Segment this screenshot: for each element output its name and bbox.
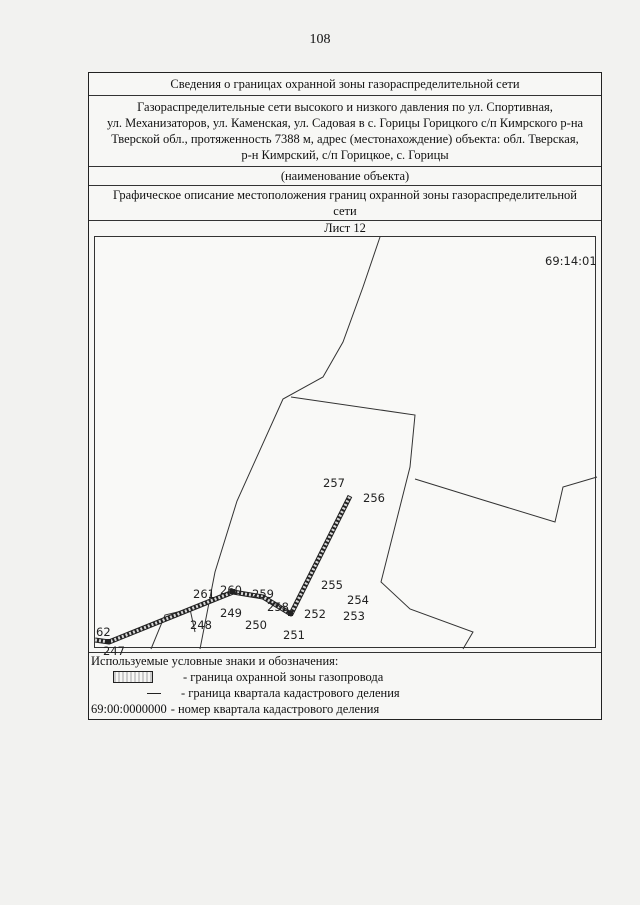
point-label-259: 259 xyxy=(252,587,274,601)
point-label-257: 257 xyxy=(323,476,345,490)
zone-boundary-symbol xyxy=(113,671,153,683)
quarter-line-symbol xyxy=(147,693,161,694)
legend-text: - номер квартала кадастрового деления xyxy=(170,701,380,716)
map-drawing xyxy=(95,237,597,658)
description-line: сети xyxy=(333,204,357,218)
point-label-256: 256 xyxy=(363,491,385,505)
legend-text: - граница квартала кадастрового деления xyxy=(181,685,400,700)
point-label-258: 258 xyxy=(267,600,289,614)
map-section xyxy=(89,221,601,658)
page-number: 108 xyxy=(309,32,331,47)
point-label-251: 251 xyxy=(283,628,305,642)
quarter-line xyxy=(415,477,597,522)
point-label-248: 248 xyxy=(190,618,212,632)
object-line: Тверской обл., протяженность 7388 м, адрес (местонахождение) объекта: обл. Тверская, xyxy=(111,132,579,146)
quarter-number: 69:14:01 xyxy=(545,254,597,268)
point-label-247: 247 xyxy=(103,644,125,658)
point-label-62: 62 xyxy=(96,625,111,639)
legend-text: - граница охранной зоны газопровода xyxy=(183,669,384,684)
legend xyxy=(89,653,601,719)
object-description xyxy=(89,96,601,167)
legend-item-code xyxy=(91,701,599,717)
cadastral-map xyxy=(94,236,597,658)
legend-item-quarter xyxy=(91,685,599,701)
quarter-code-sample: 69:00:0000000 xyxy=(91,701,167,716)
boundary-info-sheet xyxy=(88,72,602,720)
point-label-254: 254 xyxy=(347,593,369,607)
point-label-255: 255 xyxy=(321,578,343,592)
object-line: р-н Кимрский, с/п Горицкое, с. Горицы xyxy=(241,148,449,162)
graphic-description xyxy=(89,186,601,221)
object-line: ул. Механизаторов, ул. Каменская, ул. Садовая в с. Горицы Горицкого с/п Кимрского р-на xyxy=(106,116,584,130)
description-line: Графическое описание местоположения границ охранной зоны газораспределительной xyxy=(112,188,577,202)
object-caption: (наименование объекта) xyxy=(89,167,601,186)
protection-zone xyxy=(95,496,350,644)
point-label-249: 249 xyxy=(220,606,242,620)
point-label-253: 253 xyxy=(343,609,365,623)
object-line: Газораспределительные сети высокого и низкого давления по ул. Спортивная, xyxy=(137,100,553,114)
point-label-252: 252 xyxy=(304,607,326,621)
quarter-boundaries xyxy=(151,237,597,649)
legend-item-zone xyxy=(91,669,599,685)
sheet-label: Лист 12 xyxy=(324,221,366,235)
point-label-250: 250 xyxy=(245,618,267,632)
point-label-261: 261 xyxy=(193,587,215,601)
point-label-260: 260 xyxy=(220,583,242,597)
sheet-title: Сведения о границах охранной зоны газораспределительной сети xyxy=(89,73,601,96)
legend-title: Используемые условные знаки и обозначения: xyxy=(91,654,339,668)
